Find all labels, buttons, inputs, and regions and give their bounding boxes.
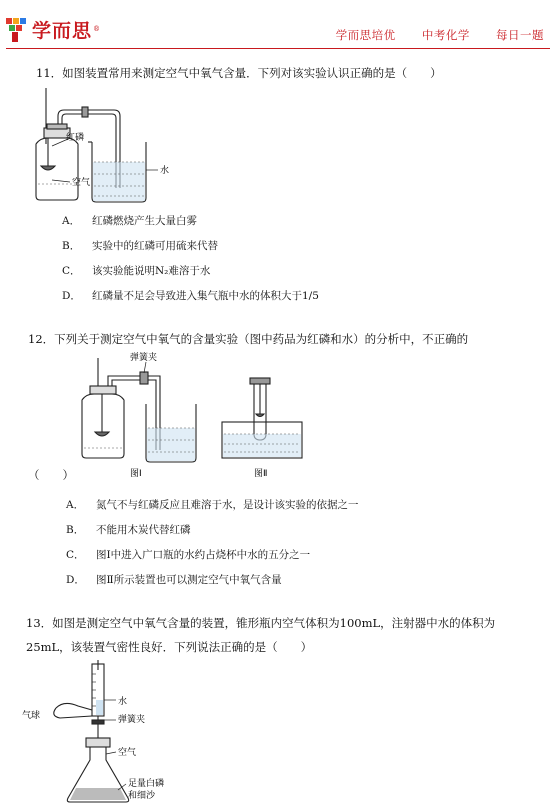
q13-stem-line1: 13．如图是测定空气中氧气含量的装置，锥形瓶内空气体积为100mL，注射器中水的体积为 <box>26 616 496 630</box>
q12-figure <box>74 346 314 480</box>
option-text: 图Ⅱ所示装置也可以测定空气中氧气含量 <box>96 574 282 586</box>
q11-label-water: 水 <box>160 166 170 176</box>
page-header <box>0 0 556 50</box>
option-label: A． <box>62 215 81 227</box>
q12-label-clamp: 弹簧夹 <box>130 353 158 363</box>
option-text: 图Ⅰ中进入广口瓶的水约占烧杯中水的五分之一 <box>96 549 311 561</box>
option-label: B． <box>62 240 81 252</box>
q11-option-b[interactable] <box>62 238 218 253</box>
q11-apparatus-diagram <box>30 84 230 204</box>
q11-option-d[interactable] <box>62 288 319 303</box>
q13-label-phosphorus-line2: 和细沙 <box>128 791 156 801</box>
option-label: B． <box>66 524 85 536</box>
q13-label-phosphorus-line1: 足量白磷 <box>128 779 165 789</box>
q13-label-clamp: 弹簧夹 <box>118 715 146 725</box>
q11-label-air: 空气 <box>72 178 91 188</box>
q12-option-c[interactable] <box>66 547 310 562</box>
option-text: 该实验能说明N₂难溶于水 <box>92 265 211 277</box>
q12-label-fig2: 图Ⅱ <box>254 469 268 479</box>
option-label: D． <box>66 574 85 586</box>
q12-label-fig1: 图Ⅰ <box>130 469 142 479</box>
q13-label-water: 水 <box>118 697 128 707</box>
q11-option-c[interactable] <box>62 263 210 278</box>
logo-icon <box>6 16 28 42</box>
option-label: D． <box>62 290 81 302</box>
q12-option-a[interactable] <box>66 497 359 512</box>
q11-stem: 11．如图装置常用来测定空气中氧气含量．下列对该实验认识正确的是（ ） <box>36 66 442 80</box>
logo-registered-mark: ® <box>93 25 101 33</box>
header-divider <box>6 48 550 49</box>
option-text: 不能用木炭代替红磷 <box>96 524 191 536</box>
q13-stem-line2: 25mL，该装置气密性良好．下列说法正确的是（ ） <box>26 640 313 654</box>
q11-figure <box>30 84 230 204</box>
q11-label-phosphorus: 红磷 <box>66 133 85 143</box>
option-text: 红磷燃烧产生大量白雾 <box>92 215 197 227</box>
q12-apparatus-diagram <box>74 346 314 480</box>
q13-figure <box>20 660 210 808</box>
option-label: A． <box>66 499 85 511</box>
q12-stem: 12．下列关于测定空气中氧气的含量实验（图中药品为红磷和水）的分析中，不正确的 <box>28 332 469 346</box>
option-text: 氮气不与红磷反应且难溶于水，是设计该实验的依据之一 <box>96 499 359 511</box>
q11-option-a[interactable] <box>62 213 197 228</box>
header-tags <box>314 27 544 43</box>
option-text: 实验中的红磷可用硫来代替 <box>92 240 218 252</box>
option-label: C． <box>66 549 85 561</box>
logo <box>6 14 100 44</box>
option-label: C． <box>62 265 81 277</box>
q12-option-d[interactable] <box>66 572 282 587</box>
header-tag: 学而思培优 <box>335 28 396 42</box>
header-tag: 每日一题 <box>496 28 544 42</box>
option-text: 红磷量不足会导致进入集气瓶中水的体积大于1/5 <box>92 290 319 302</box>
q12-option-b[interactable] <box>66 522 191 537</box>
q13-label-balloon: 气球 <box>22 711 41 721</box>
logo-text: 学而思 <box>32 19 93 42</box>
q13-apparatus-diagram <box>20 660 210 808</box>
header-tag: 中考化学 <box>421 28 470 42</box>
q13-label-air: 空气 <box>118 748 137 758</box>
q12-answer-blank: （ ） <box>28 468 74 482</box>
